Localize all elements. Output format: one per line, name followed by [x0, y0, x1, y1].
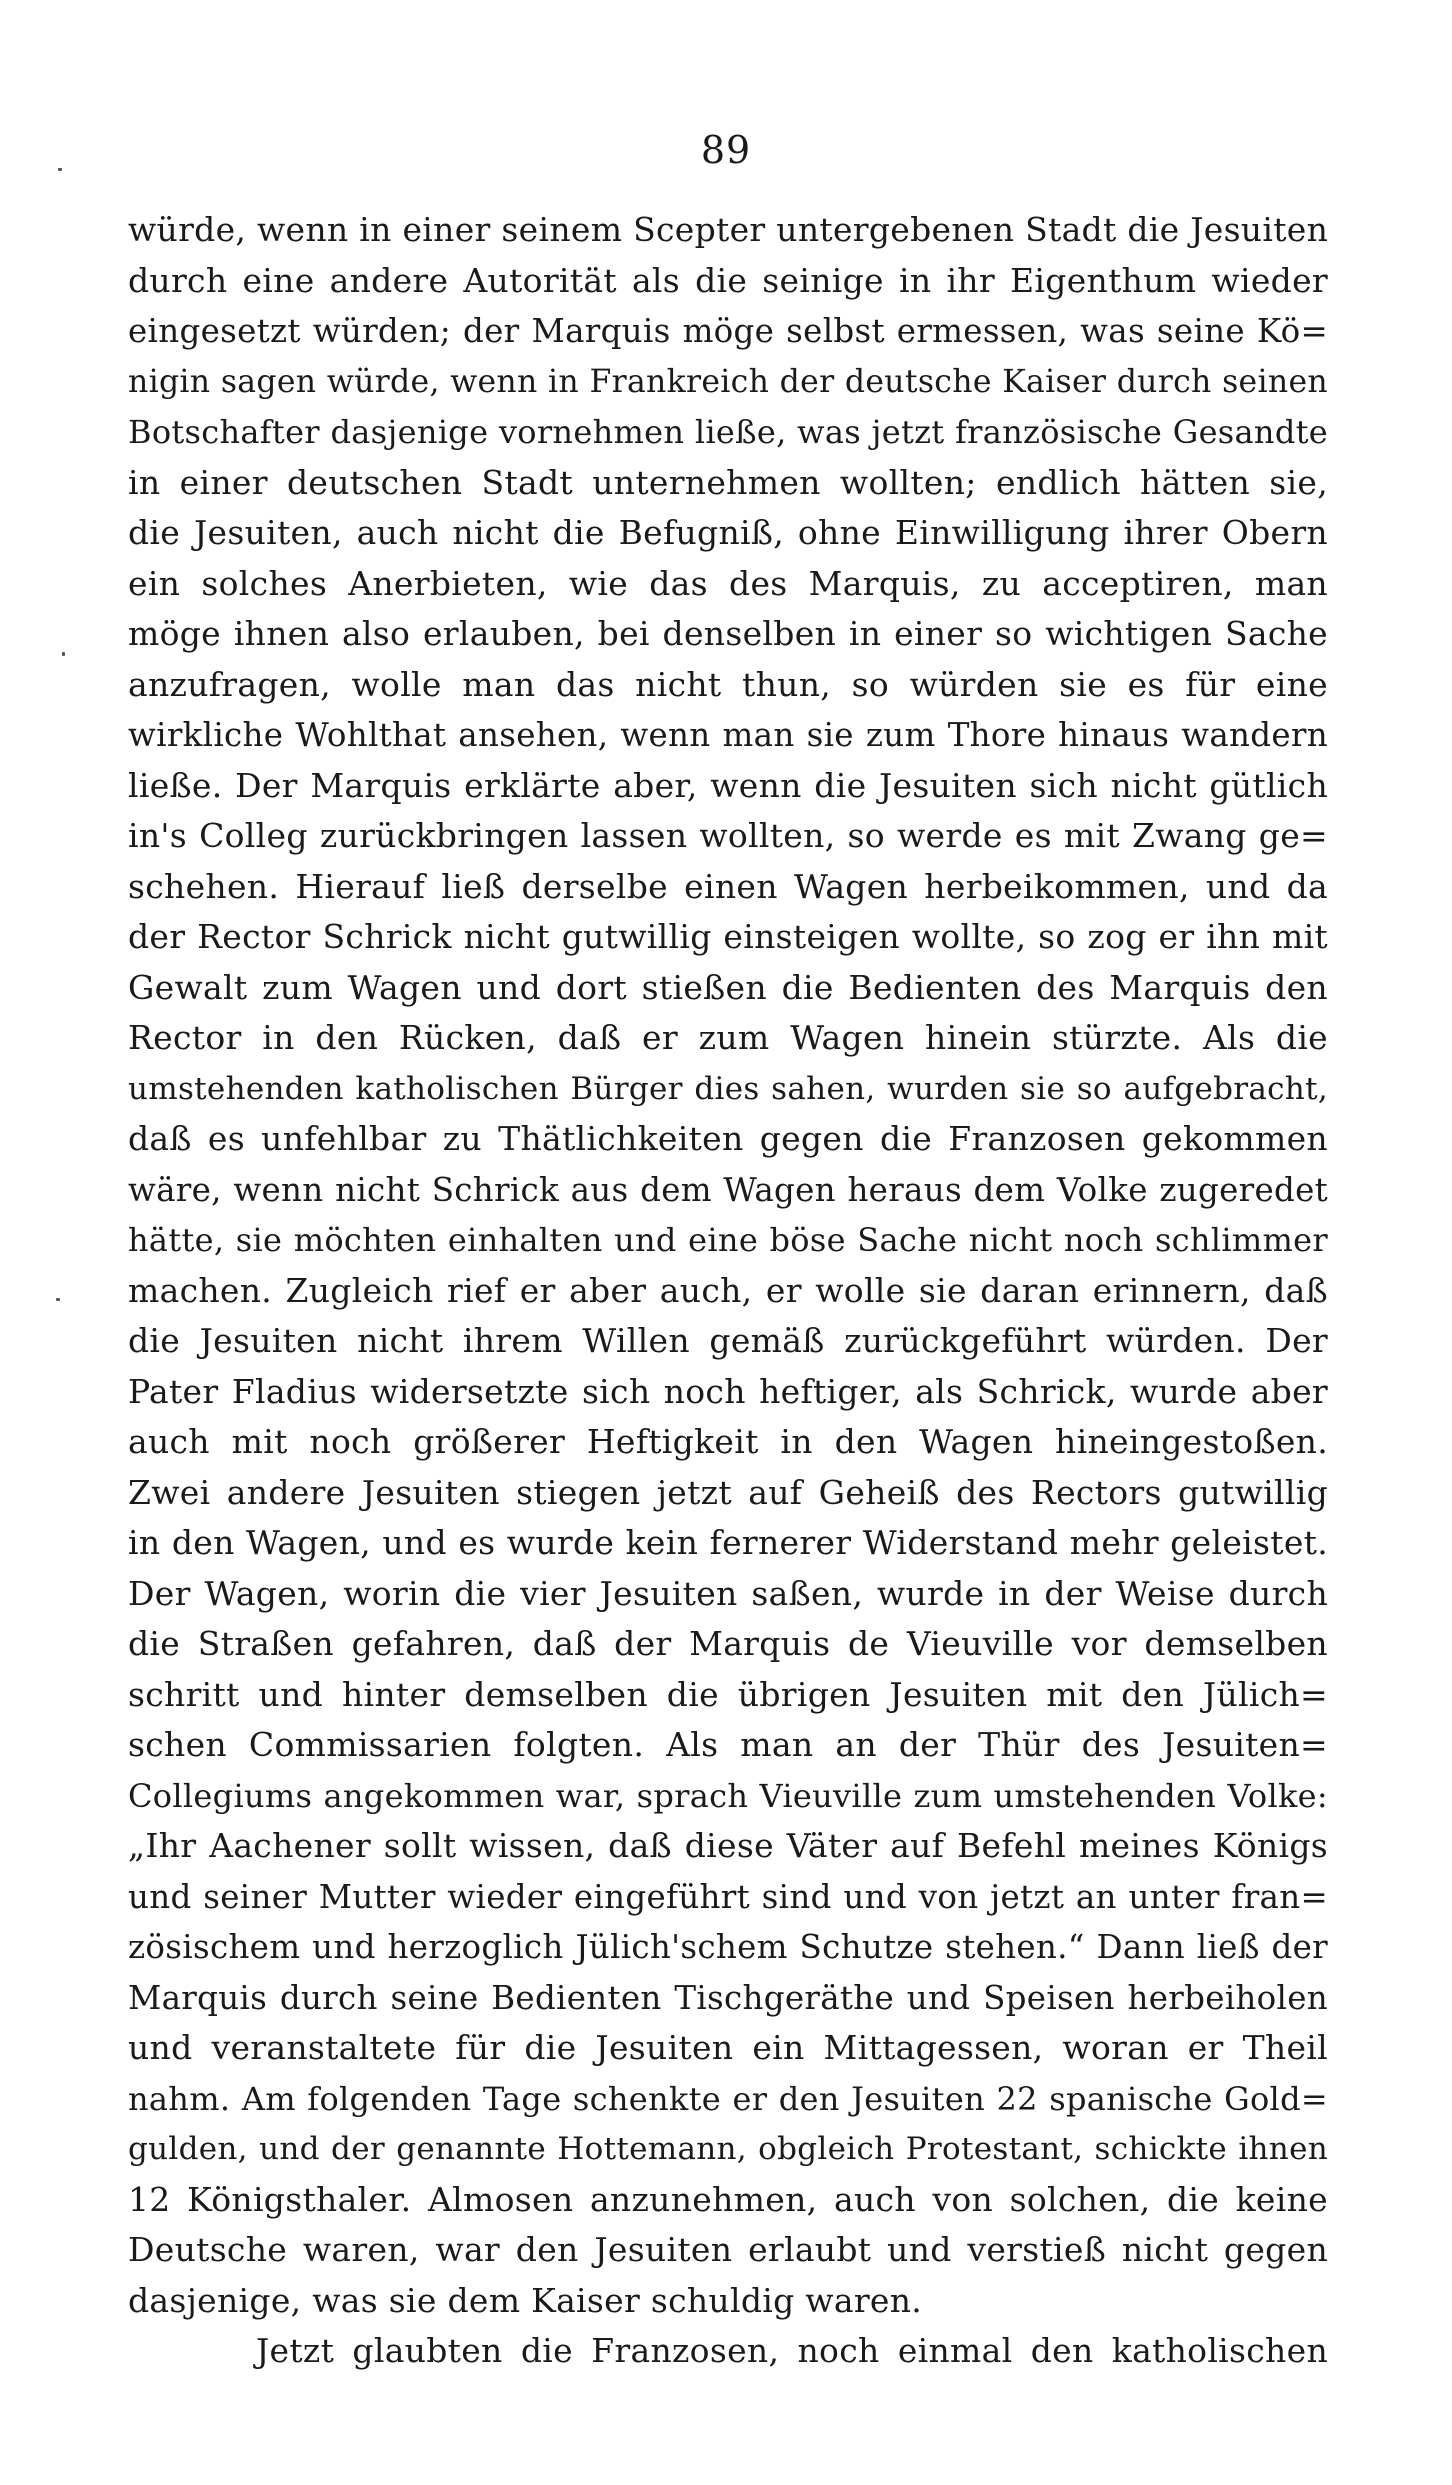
text-line: die Straßen gefahren, daß der Marquis de Vieuville vor demselben	[128, 1624, 1328, 1663]
text-line: dasjenige, was sie dem Kaiser schuldig waren.	[128, 2280, 923, 2320]
scan-speck	[62, 652, 65, 656]
text-line: Jetzt glaubten die Franzosen, noch einmal den katholischen	[256, 2331, 1328, 2370]
text-line: in einer deutschen Stadt unternehmen wollten; endlich hätten sie,	[128, 462, 1328, 502]
text-line: Zwei andere Jesuiten stiegen jetzt auf Geheiß des Rectors gutwillig	[128, 1472, 1328, 1512]
text-line: auch mit noch größerer Heftigkeit in den Wagen hineingestoßen.	[128, 1422, 1328, 1461]
text-line: Pater Fladius widersetzte sich noch heftiger, als Schrick, wurde aber	[128, 1371, 1328, 1411]
text-line: der Rector Schrick nicht gutwillig einsteigen wollte, so zog er ihn mit	[128, 917, 1328, 956]
paragraph-1	[128, 205, 1328, 2326]
text-line: nigin sagen würde, wenn in Frankreich der deutsche Kaiser durch seinen	[128, 363, 1328, 400]
text-line: Botschafter dasjenige vornehmen ließe, was jetzt französische Gesandte	[128, 413, 1328, 451]
text-line: und seiner Mutter wieder eingeführt sind und von jetzt an unter fran=	[128, 1877, 1328, 1916]
text-line: machen. Zugleich rief er aber auch, er wolle sie daran erinnern, daß	[128, 1270, 1328, 1310]
text-line: Deutsche waren, war den Jesuiten erlaubt und verstieß nicht gegen	[128, 2230, 1328, 2269]
text-line: eingesetzt würden; der Marquis möge selbst ermessen, was seine Kö=	[128, 312, 1328, 350]
text-line: gulden, und der genannte Hottemann, obgleich Protestant, schickte ihnen	[128, 2131, 1328, 2167]
text-line: umstehenden katholischen Bürger dies sahen, wurden sie so aufgebracht,	[128, 1070, 1328, 1107]
text-line: schehen. Hierauf ließ derselbe einen Wagen herbeikommen, und da	[128, 866, 1328, 906]
text-line: daß es unfehlbar zu Thätlichkeiten gegen die Franzosen gekommen	[128, 1119, 1328, 1158]
text-line: Collegiums angekommen war, sprach Vieuville zum umstehenden Volke:	[128, 1776, 1328, 1815]
page-number: 89	[700, 128, 752, 172]
text-line: die Jesuiten, auch nicht die Befugniß, ohne Einwilligung ihrer Obern	[128, 513, 1328, 552]
text-line: Gewalt zum Wagen und dort stießen die Bedienten des Marquis den	[128, 967, 1328, 1007]
text-line: in den Wagen, und es wurde kein fernerer Widerstand mehr geleistet.	[128, 1523, 1328, 1562]
text-line: Rector in den Rücken, daß er zum Wagen hinein stürzte. Als die	[128, 1018, 1328, 1057]
text-line: in's Colleg zurückbringen lassen wollten, so werde es mit Zwang ge=	[128, 816, 1328, 855]
text-line: ein solches Anerbieten, wie das des Marquis, zu acceptiren, man	[128, 563, 1328, 603]
scan-speck	[56, 1298, 60, 1301]
text-line: Der Wagen, worin die vier Jesuiten saßen, wurde in der Weise durch	[128, 1573, 1328, 1613]
text-line: wirkliche Wohlthat ansehen, wenn man sie zum Thore hinaus wandern	[128, 716, 1328, 754]
text-line: wäre, wenn nicht Schrick aus dem Wagen heraus dem Volke zugeredet	[128, 1170, 1328, 1209]
text-line: Marquis durch seine Bedienten Tischgeräthe und Speisen herbeiholen	[128, 1978, 1328, 2017]
text-line: und veranstaltete für die Jesuiten ein Mittagessen, woran er Theil	[128, 2028, 1328, 2067]
text-line: 12 Königsthaler. Almosen anzunehmen, auch von solchen, die keine	[128, 2179, 1328, 2219]
paragraph-2	[128, 2326, 1328, 2377]
text-line: schritt und hinter demselben die übrigen Jesuiten mit den Jülich=	[128, 1674, 1328, 1714]
text-line: ließe. Der Marquis erklärte aber, wenn die Jesuiten sich nicht gütlich	[128, 765, 1328, 805]
text-line: zösischem und herzoglich Jülich'schem Schutze stehen.“ Dann ließ der	[128, 1928, 1328, 1966]
body-text	[128, 205, 1328, 2377]
text-line: durch eine andere Autorität als die seinige in ihr Eigenthum wieder	[128, 260, 1328, 300]
text-line: schen Commissarien folgten. Als man an der Thür des Jesuiten=	[128, 1725, 1328, 1764]
text-line: „Ihr Aachener sollt wissen, daß diese Väter auf Befehl meines Königs	[128, 1826, 1328, 1865]
text-line: hätte, sie möchten einhalten und eine böse Sache nicht noch schlimmer	[128, 1221, 1328, 1259]
text-line: würde, wenn in einer seinem Scepter untergebenen Stadt die Jesuiten	[128, 210, 1329, 249]
text-line: nahm. Am folgenden Tage schenkte er den Jesuiten 22 spanische Gold=	[128, 2079, 1328, 2118]
text-line: möge ihnen also erlauben, bei denselben in einer so wichtigen Sache	[128, 614, 1328, 653]
text-line: die Jesuiten nicht ihrem Willen gemäß zurückgeführt würden. Der	[128, 1321, 1328, 1360]
scan-speck	[58, 168, 62, 171]
text-line: anzufragen, wolle man das nicht thun, so würden sie es für eine	[128, 664, 1328, 704]
